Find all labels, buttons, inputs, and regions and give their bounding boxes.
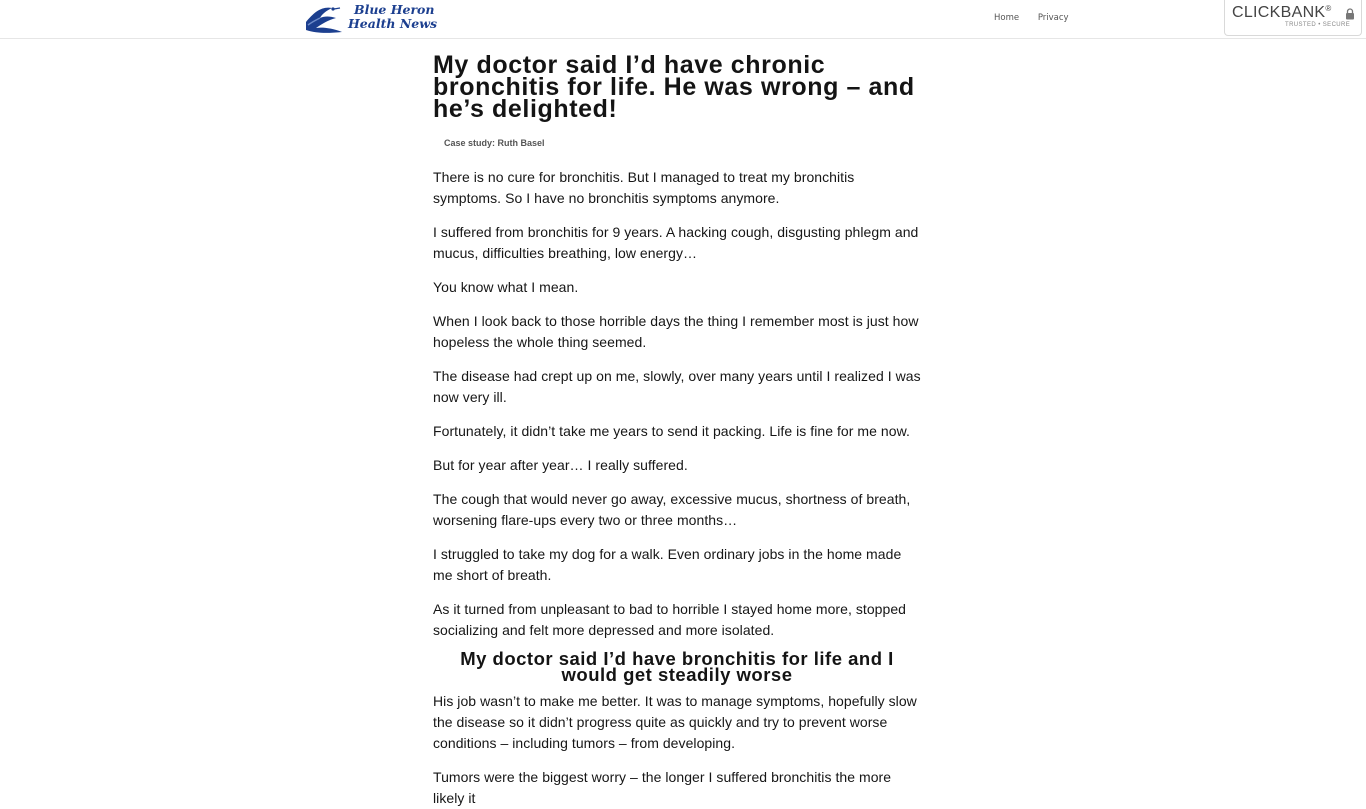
top-nav xyxy=(994,13,1085,23)
article-paragraph: I struggled to take my dog for a walk. Even ordinary jobs in the home made me short of breath. xyxy=(433,546,902,583)
article-paragraph: The disease had crept up on me, slowly, over many years until I realized I was now very ill. xyxy=(433,368,921,405)
article-paragraph: His job wasn’t to make me better. It was to manage symptoms, hopefully slow the disease so it didn’t progress quite as quickly and try to prevent worse conditions – including tumors – from developing. xyxy=(433,693,917,751)
lock-icon xyxy=(1345,8,1355,20)
logo-line-1: Blue Heron xyxy=(354,2,435,17)
clickbank-reg: ® xyxy=(1325,4,1332,13)
article-paragraph: But for year after year… I really suffered. xyxy=(433,457,688,473)
article xyxy=(433,50,921,809)
nav-privacy-link[interactable]: Privacy xyxy=(1037,13,1069,23)
article-paragraph: I suffered from bronchitis for 9 years. A hacking cough, disgusting phlegm and mucus, difficulties breathing, low energy… xyxy=(433,224,919,261)
logo-line-2: Health News xyxy=(348,16,438,31)
article-paragraph: Tumors were the biggest worry – the longer I suffered bronchitis the more likely it xyxy=(433,769,892,806)
clickbank-badge[interactable] xyxy=(1224,0,1362,36)
article-paragraph: When I look back to those horrible days the thing I remember most is just how hopeless the whole thing seemed. xyxy=(433,313,919,350)
article-paragraph: You know what I mean. xyxy=(433,279,579,295)
clickbank-wordmark xyxy=(1232,4,1332,22)
clickbank-tagline: TRUSTED • SECURE xyxy=(1285,22,1351,28)
site-header xyxy=(0,0,1366,39)
section-heading: My doctor said I’d have bronchitis for life and I would get steadily worse xyxy=(460,648,894,685)
site-logo[interactable] xyxy=(302,2,442,36)
article-paragraph: There is no cure for bronchitis. But I managed to treat my bronchitis symptoms. So I have no bronchitis symptoms anymore. xyxy=(433,169,855,206)
article-paragraph: As it turned from unpleasant to bad to horrible I stayed home more, stopped socializing and felt more depressed and more isolated. xyxy=(433,601,907,638)
clickbank-brand: CLICKBANK xyxy=(1232,4,1326,21)
logo-text xyxy=(342,3,437,31)
byline: Case study: Ruth Basel xyxy=(444,138,545,148)
article-paragraph: The cough that would never go away, excessive mucus, shortness of breath, worsening flare-ups every two or three months… xyxy=(433,491,911,528)
nav-home-link[interactable]: Home xyxy=(994,13,1020,23)
article-paragraph: Fortunately, it didn’t take me years to send it packing. Life is fine for me now. xyxy=(433,423,910,439)
page-title: My doctor said I’d have chronic bronchitis for life. He was wrong – and he’s delighted! xyxy=(433,51,915,123)
